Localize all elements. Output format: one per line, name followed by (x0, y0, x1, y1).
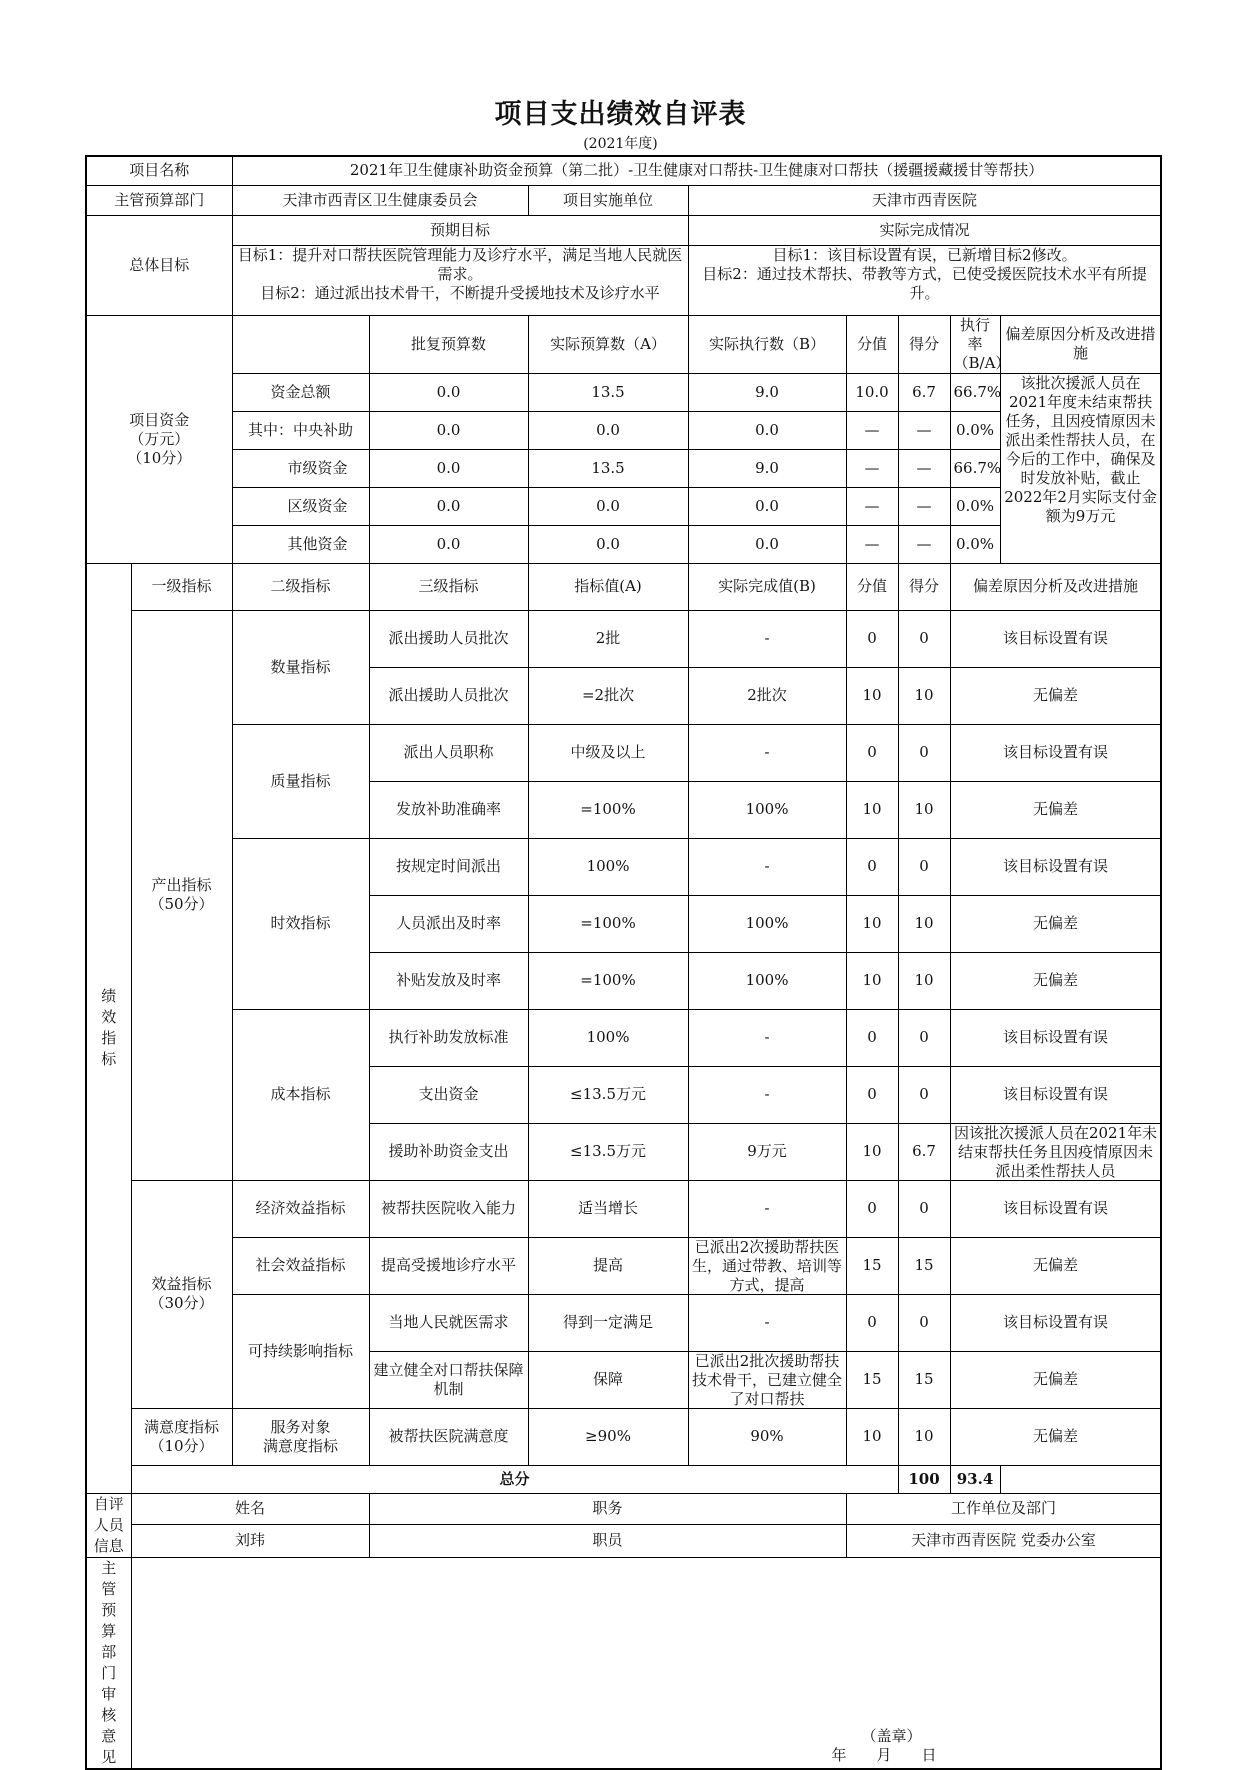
funds-cell: 0.0 (528, 487, 688, 525)
ind-score: 10 (898, 895, 950, 952)
indicator-row (86, 724, 1161, 781)
funds-row-name: 资金总额 (232, 373, 369, 411)
ind-actual: 100% (688, 895, 846, 952)
funds-cell: 0.0 (688, 525, 846, 563)
ind-header: 一级指标 (131, 563, 232, 610)
ind-value: 0 (846, 1294, 898, 1351)
ind-target: ≤13.5万元 (528, 1123, 688, 1180)
review-date: 年 月 日 (831, 1745, 937, 1764)
ind-name: 执行补助发放标准 (369, 1009, 528, 1066)
funds-cell: 9.0 (688, 449, 846, 487)
ind-actual: 已派出2批次援助帮扶技术骨干，已建立健全了对口帮扶 (692, 1352, 843, 1408)
funds-cell: 0.0 (369, 449, 528, 487)
ind-name: 按规定时间派出 (369, 838, 528, 895)
ind-actual: 100% (688, 952, 846, 1009)
service-label: 服务对象 满意度指标 (232, 1408, 369, 1465)
goals-content-row (86, 245, 1161, 315)
ind-value: 10 (846, 667, 898, 724)
ind-target: 适当增长 (528, 1180, 688, 1237)
ind-header: 二级指标 (232, 563, 369, 610)
funds-cell: — (846, 411, 898, 449)
ind-actual: 9万元 (688, 1123, 846, 1180)
actual-goal-header: 实际完成情况 (688, 215, 1161, 245)
economic-label: 经济效益指标 (232, 1180, 369, 1237)
funds-header-rate: 执行率 （B/A） (950, 315, 1000, 373)
ind-name: 建立健全对口帮扶保障机制 (369, 1351, 528, 1408)
funds-cell: 13.5 (528, 449, 688, 487)
expected-goal-header: 预期目标 (232, 215, 688, 245)
indicator-row (86, 1180, 1161, 1237)
ind-deviation: 该目标设置有误 (950, 838, 1161, 895)
ind-score: 10 (898, 667, 950, 724)
output-label: 产出指标 （50分） (131, 610, 232, 1180)
total-score: 93.4 (950, 1465, 1000, 1493)
form-year: (2021年度) (583, 136, 658, 152)
evaluator-dept-header: 工作单位及部门 (846, 1493, 1161, 1524)
social-label: 社会效益指标 (232, 1237, 369, 1294)
ind-name: 援助补助资金支出 (369, 1123, 528, 1180)
timeliness-label: 时效指标 (232, 838, 369, 1009)
review-row (86, 1557, 1161, 1769)
ind-target: 保障 (528, 1351, 688, 1408)
review-stamp: （盖章） (861, 1726, 922, 1745)
ind-score: 6.7 (898, 1123, 950, 1180)
ind-actual: 90% (688, 1408, 846, 1465)
funds-header-a: 实际预算数（A） (528, 315, 688, 373)
ind-value: 0 (846, 838, 898, 895)
ind-actual: - (688, 838, 846, 895)
ind-value: 0 (846, 1066, 898, 1123)
funds-cell: 0.0% (950, 487, 1000, 525)
funds-row-name: 其他资金 (232, 525, 369, 563)
ind-score: 0 (898, 1180, 950, 1237)
ind-target: =100% (528, 952, 688, 1009)
ind-header: 三级指标 (369, 563, 528, 610)
review-label: 主管预算部门审核意见 (101, 1558, 117, 1766)
ind-value: 10 (846, 1408, 898, 1465)
ind-target: =2批次 (528, 667, 688, 724)
ind-header: 分值 (846, 563, 898, 610)
ind-actual: 2批次 (688, 667, 846, 724)
ind-actual: - (688, 1180, 846, 1237)
evaluator-row (86, 1524, 1161, 1557)
total-row (86, 1465, 1161, 1493)
funds-row-name: 其中：中央补助 (232, 411, 369, 449)
funds-label: 项目资金 （万元） （10分） (86, 315, 232, 563)
indicator-row (86, 610, 1161, 667)
indicator-row (86, 1294, 1161, 1351)
ind-actual: - (688, 1294, 846, 1351)
ind-deviation: 无偏差 (950, 952, 1161, 1009)
evaluator-header-row (86, 1493, 1161, 1524)
funds-cell: — (898, 411, 950, 449)
funds-cell: — (898, 487, 950, 525)
ind-score: 10 (898, 781, 950, 838)
funds-cell: — (846, 449, 898, 487)
ind-target: =100% (528, 895, 688, 952)
ind-score: 10 (898, 1408, 950, 1465)
ind-header: 指标值(A) (528, 563, 688, 610)
ind-target: 中级及以上 (528, 724, 688, 781)
ind-target: 100% (528, 838, 688, 895)
ind-score: 15 (898, 1351, 950, 1408)
ind-target: 得到一定满足 (528, 1294, 688, 1351)
evaluator-position-header: 职务 (369, 1493, 846, 1524)
funds-cell: — (898, 525, 950, 563)
ind-header: 偏差原因分析及改进措施 (950, 563, 1161, 610)
sustain-label: 可持续影响指标 (232, 1294, 369, 1408)
evaluator-name: 刘玮 (131, 1524, 369, 1557)
expected-goal-text: 目标1：提升对口帮扶医院管理能力及诊疗水平，满足当地人民就医需求。 目标2：通过派出技术骨干，不断提升受援地技术及诊疗水平 (237, 246, 683, 302)
ind-score: 10 (898, 952, 950, 1009)
ind-value: 0 (846, 1180, 898, 1237)
funds-cell: 66.7% (950, 373, 1000, 411)
ind-value: 0 (846, 610, 898, 667)
ind-name: 人员派出及时率 (369, 895, 528, 952)
funds-cell: 0.0 (528, 525, 688, 563)
ind-deviation: 无偏差 (950, 781, 1161, 838)
ind-value: 0 (846, 1009, 898, 1066)
review-label-cell (86, 1557, 131, 1769)
project-name-label: 项目名称 (86, 156, 232, 185)
ind-value: 0 (846, 724, 898, 781)
funds-cell: 0.0 (528, 411, 688, 449)
ind-target: 100% (528, 1009, 688, 1066)
unit-label: 项目实施单位 (528, 185, 688, 215)
ind-target: 提高 (528, 1237, 688, 1294)
funds-cell: 66.7% (950, 449, 1000, 487)
indicators-header-row (86, 563, 1161, 610)
form-title: 项目支出绩效自评表 (494, 99, 747, 130)
unit-value: 天津市西青医院 (688, 185, 1161, 215)
funds-header-deviation: 偏差原因分析及改进措施 (1000, 315, 1161, 373)
evaluator-label: 自评人员信息 (93, 1494, 124, 1555)
indicators-label: 绩效指标 (101, 987, 117, 1068)
funds-cell: 9.0 (688, 373, 846, 411)
funds-row (86, 449, 1161, 487)
funds-cell: — (898, 449, 950, 487)
ind-score: 0 (898, 1066, 950, 1123)
ind-name: 派出援助人员批次 (369, 667, 528, 724)
funds-cell: — (846, 525, 898, 563)
ind-deviation: 该目标设置有误 (950, 610, 1161, 667)
cost-label: 成本指标 (232, 1009, 369, 1180)
funds-cell: 0.0% (950, 525, 1000, 563)
ind-value: 10 (846, 781, 898, 838)
ind-score: 0 (898, 838, 950, 895)
project-dept-row (86, 185, 1161, 215)
indicator-row (86, 1408, 1161, 1465)
ind-header: 实际完成值(B) (688, 563, 846, 610)
funds-cell: 0.0 (369, 411, 528, 449)
ind-header: 得分 (898, 563, 950, 610)
ind-name: 发放补助准确率 (369, 781, 528, 838)
ind-score: 0 (898, 724, 950, 781)
ind-deviation: 无偏差 (950, 895, 1161, 952)
actual-goal-text: 目标1：该目标设置有误，已新增目标2修改。 目标2：通过技术帮扶、带教等方式，已使受援医院技术水平有所提升。 (702, 246, 1147, 302)
evaluator-label-cell (86, 1493, 131, 1557)
ind-score: 0 (898, 1009, 950, 1066)
ind-deviation: 因该批次援派人员在2021年未结束帮扶任务且因疫情原因未派出柔性帮扶人员 (953, 1124, 1158, 1180)
ind-deviation: 无偏差 (950, 1237, 1161, 1294)
funds-header-b: 实际执行数（B） (688, 315, 846, 373)
ind-deviation: 无偏差 (950, 667, 1161, 724)
funds-header-value: 分值 (846, 315, 898, 373)
ind-deviation: 无偏差 (950, 1351, 1161, 1408)
funds-row (86, 411, 1161, 449)
funds-cell: 0.0 (369, 525, 528, 563)
ind-actual: - (688, 724, 846, 781)
ind-value: 15 (846, 1237, 898, 1294)
funds-row-name: 市级资金 (232, 449, 369, 487)
ind-value: 10 (846, 952, 898, 1009)
ind-name: 补贴发放及时率 (369, 952, 528, 1009)
ind-target: 2批 (528, 610, 688, 667)
funds-row-name: 区级资金 (232, 487, 369, 525)
ind-name: 被帮扶医院收入能力 (369, 1180, 528, 1237)
ind-target: =100% (528, 781, 688, 838)
dept-value: 天津市西青区卫生健康委员会 (232, 185, 528, 215)
ind-target: ≤13.5万元 (528, 1066, 688, 1123)
funds-cell: — (846, 487, 898, 525)
ind-value: 10 (846, 1123, 898, 1180)
ind-name: 当地人民就医需求 (369, 1294, 528, 1351)
indicator-row (86, 1009, 1161, 1066)
ind-deviation: 该目标设置有误 (950, 1066, 1161, 1123)
dept-label: 主管预算部门 (86, 185, 232, 215)
funds-cell: 6.7 (898, 373, 950, 411)
review-body (131, 1557, 1161, 1769)
funds-cell: 0.0 (688, 411, 846, 449)
indicator-row (86, 838, 1161, 895)
ind-score: 15 (898, 1237, 950, 1294)
ind-name: 提高受援地诊疗水平 (369, 1237, 528, 1294)
funds-deviation-text: 该批次援派人员在2021年度未结束帮扶任务，且因疫情原因未派出柔性帮扶人员，在今后的工作中，确保及时发放补贴，截止2022年2月实际支付金额为9万元 (1004, 374, 1157, 525)
project-name-row (86, 156, 1161, 185)
funds-header-row (86, 315, 1161, 373)
ind-actual: 100% (688, 781, 846, 838)
ind-actual: - (688, 1066, 846, 1123)
ind-name: 支出资金 (369, 1066, 528, 1123)
funds-cell: 0.0 (688, 487, 846, 525)
funds-cell: 0.0 (369, 487, 528, 525)
funds-header-approved: 批复预算数 (369, 315, 528, 373)
quantity-label: 数量指标 (232, 610, 369, 724)
ind-actual: 已派出2次援助帮扶医生，通过带教、培训等方式，提高 (692, 1238, 843, 1294)
evaluator-position: 职员 (369, 1524, 846, 1557)
satisfaction-label: 满意度指标 （10分） (131, 1408, 232, 1465)
goals-label: 总体目标 (86, 215, 232, 315)
funds-row (86, 373, 1161, 411)
ind-value: 15 (846, 1351, 898, 1408)
total-label: 总分 (131, 1465, 898, 1493)
ind-deviation: 该目标设置有误 (950, 724, 1161, 781)
benefit-label: 效益指标 （30分） (131, 1180, 232, 1408)
funds-header-score: 得分 (898, 315, 950, 373)
ind-deviation: 该目标设置有误 (950, 1294, 1161, 1351)
ind-name: 派出援助人员批次 (369, 610, 528, 667)
ind-score: 0 (898, 1294, 950, 1351)
ind-actual: - (688, 1009, 846, 1066)
ind-deviation: 无偏差 (950, 1408, 1161, 1465)
evaluator-name-header: 姓名 (131, 1493, 369, 1524)
total-value: 100 (898, 1465, 950, 1493)
ind-value: 10 (846, 895, 898, 952)
project-name-value: 2021年卫生健康补助资金预算（第二批）-卫生健康对口帮扶-卫生健康对口帮扶（援疆援藏援甘等帮扶） (232, 156, 1161, 185)
funds-cell: 0.0% (950, 411, 1000, 449)
ind-target: ≥90% (528, 1408, 688, 1465)
indicator-row (86, 1237, 1161, 1294)
ind-name: 被帮扶医院满意度 (369, 1408, 528, 1465)
funds-row (86, 487, 1161, 525)
funds-cell: 10.0 (846, 373, 898, 411)
quality-label: 质量指标 (232, 724, 369, 838)
evaluator-dept: 天津市西青医院 党委办公室 (846, 1524, 1161, 1557)
indicators-label-cell (86, 563, 131, 1493)
ind-deviation: 该目标设置有误 (950, 1009, 1161, 1066)
ind-name: 派出人员职称 (369, 724, 528, 781)
ind-actual: - (688, 610, 846, 667)
evaluation-table (85, 155, 1162, 1770)
funds-cell: 0.0 (369, 373, 528, 411)
funds-row (86, 525, 1161, 563)
ind-deviation: 该目标设置有误 (950, 1180, 1161, 1237)
funds-cell: 13.5 (528, 373, 688, 411)
ind-score: 0 (898, 610, 950, 667)
goals-header-row (86, 215, 1161, 245)
